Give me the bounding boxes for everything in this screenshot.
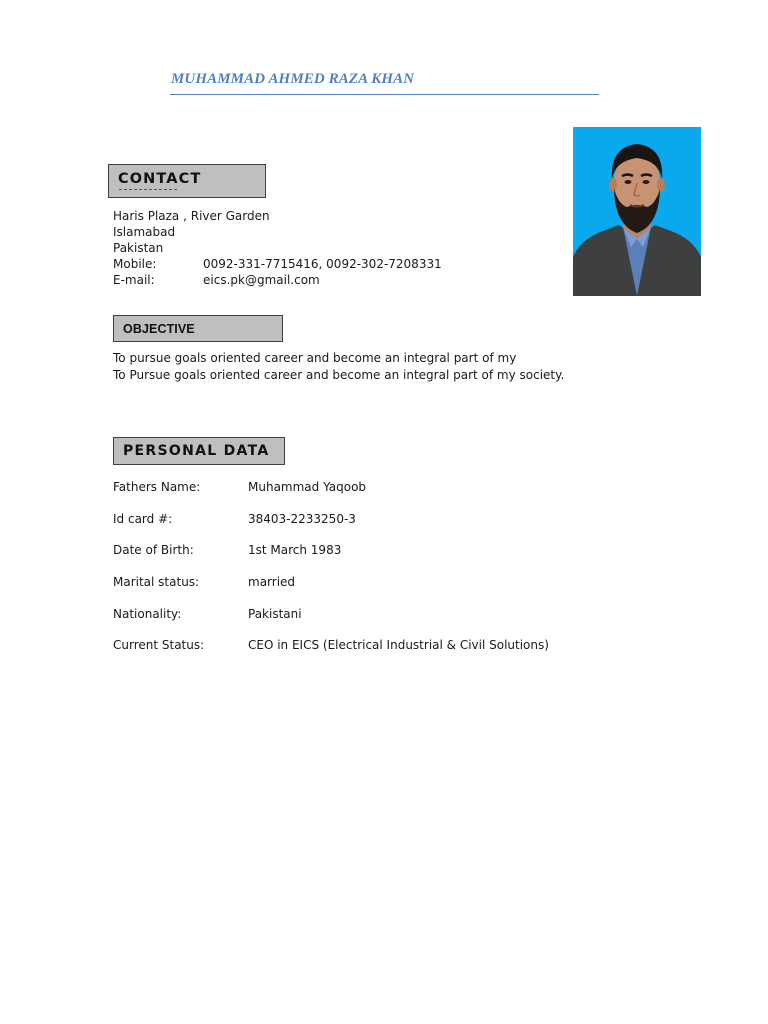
email-value: eics.pk@gmail.com (203, 273, 320, 287)
marital-status-value: married (248, 575, 296, 589)
personal-data-heading-box (113, 437, 285, 465)
nationality-label: Nationality: (113, 607, 182, 621)
id-card-label: Id card #: (113, 512, 173, 526)
profile-photo (573, 127, 701, 296)
marital-status-label: Marital status: (113, 575, 200, 589)
fathers-name-value: Muhammad Yaqoob (248, 480, 367, 494)
personal-data-heading: PERSONAL DATA (123, 443, 270, 459)
candidate-name: MUHAMMAD AHMED RAZA KHAN (171, 71, 415, 87)
current-status-label: Current Status: (113, 638, 205, 652)
contact-heading-box (108, 164, 266, 198)
mobile-label: Mobile: (113, 257, 157, 271)
date-of-birth-label: Date of Birth: (113, 543, 194, 557)
objective-heading-box (113, 315, 283, 342)
profile-photo-illustration (573, 127, 701, 296)
id-card-value: 38403-2233250-3 (248, 512, 356, 526)
objective-heading: OBJECTIVE (123, 321, 195, 336)
objective-line-1: To pursue goals oriented career and become an integral part of my (113, 351, 517, 365)
fathers-name-label: Fathers Name: (113, 480, 201, 494)
mobile-value: 0092-331-7715416, 0092-302-7208331 (203, 257, 442, 271)
current-status-value: CEO in EICS (Electrical Industrial & Civil Solutions) (248, 638, 549, 652)
email-label: E-mail: (113, 273, 155, 287)
name-underline (170, 94, 599, 95)
nationality-value: Pakistani (248, 607, 302, 621)
contact-heading-dash (119, 189, 177, 190)
contact-heading: CONTACT (118, 171, 202, 187)
address-line-2: Islamabad (113, 225, 176, 239)
address-line-3: Pakistan (113, 241, 164, 255)
date-of-birth-value: 1st March 1983 (248, 543, 342, 557)
objective-line-2: To Pursue goals oriented career and become an integral part of my society. (113, 368, 565, 382)
address-line-1: Haris Plaza , River Garden (113, 209, 270, 223)
